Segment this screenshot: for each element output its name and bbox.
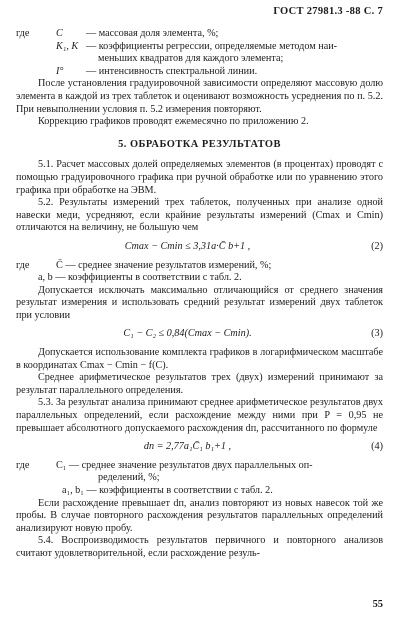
definition-continuation: ределений, %;	[98, 472, 160, 484]
equation-4	[16, 441, 383, 454]
equation-number: (2)	[371, 240, 383, 252]
definition-text: — массовая доля элемента, %;	[86, 28, 219, 39]
definition-text: — интенсивность спектральной линии.	[86, 65, 258, 77]
paragraph: Допускается использование комплекта графиков в логарифмическом масштабе в координатах Cmax − Cmin − f(C).	[16, 347, 383, 371]
where-label: где	[16, 28, 30, 39]
section-title: 5. ОБРАБОТКА РЕЗУЛЬТАТОВ	[118, 138, 281, 150]
page-header: ГОСТ 27981.3 -88 С. 7	[273, 6, 383, 17]
paragraph-5-4: 5.4. Воспроизводимость результатов первичного и повторного анализов считают удовлетворительной, если расхождение резуль-	[16, 535, 383, 559]
paragraph-5-1: 5.1. Расчет массовых долей определяемых элементов (в процентах) проводят с помощью градуировочного графика при ручной обработке или по уравнению этого графика при обработке на ЭВМ.	[16, 159, 383, 196]
equation-2	[16, 241, 383, 254]
equation-3	[16, 328, 383, 341]
equation-number: (4)	[371, 441, 383, 453]
definition-text: a₁, b₁ — коэффициенты в соответствии с табл. 2.	[62, 485, 273, 496]
where-block	[16, 460, 383, 473]
where-label: где	[16, 459, 30, 471]
paragraph: Допускается исключать максимально отличающийся от среднего значения результат измерения и использовать средний результат измерений двух таблеток при условии	[16, 284, 383, 321]
paragraph-5-2: 5.2. Результаты измерений трех таблеток, полученных при анализе одной навески меди, усредняют, если крайние результаты измерений (Cmax и Cmin) отличаются на величину, не большую чем	[16, 197, 383, 234]
where-label: где	[16, 259, 30, 271]
symbol: С	[56, 28, 63, 39]
symbol: K₁, K	[56, 40, 79, 52]
where-block	[16, 260, 383, 273]
paragraph: Коррекцию графиков проводят ежемесячно по приложению 2.	[38, 116, 309, 128]
paragraph: После установления градуировочной зависимости определяют массовую долю элемента в каждой из трех таблеток и оценивают возможность усреднения по п. 5.2. При невыполнении условия п. 5.2 измерения повторяют.	[16, 78, 383, 115]
definition-continuation: меньших квадратов для каждого элемента;	[98, 53, 284, 65]
symbol: I°	[56, 65, 64, 77]
definition-text: a, b — коэффициенты в соответствии с табл. 2.	[38, 272, 242, 284]
formula: C₁ − C₂ ≤ 0,84(Cmax − Cmin).	[123, 328, 252, 340]
paragraph: Среднее арифметическое результатов трех (двух) измерений принимают за результат параллельного определения.	[16, 372, 383, 396]
definition-row	[16, 41, 383, 54]
definition-row	[16, 66, 383, 79]
page-number: 55	[372, 599, 383, 611]
definition-text: C₁ — среднее значение результатов двух параллельных оп-	[56, 459, 313, 471]
definition-row	[16, 28, 383, 41]
paragraph: Если расхождение превышает dп, анализ повторяют из новых навесок той же пробы. В случае повторного расхождения результатов параллельных определений анализируют новую пробу.	[16, 497, 383, 534]
formula: dп = 2,77a₁C̄₁ b₁+1 ,	[143, 441, 232, 453]
definition-text: C̄ — среднее значение результатов измерений, %;	[56, 259, 272, 271]
formula: Cmax − Cmin ≤ 3,31a·C̄ b+1 ,	[124, 240, 251, 252]
equation-number: (3)	[371, 328, 383, 340]
definition-text: — коэффициенты регрессии, определяемые методом наи-	[86, 40, 338, 52]
paragraph-5-3: 5.3. За результат анализа принимают среднее арифметическое результатов двух параллельных определений, если расхождение между ними при P = 0,95 не превышает абсолютного допускаемого расхождения dп, рассчитанного по формуле	[16, 397, 383, 434]
